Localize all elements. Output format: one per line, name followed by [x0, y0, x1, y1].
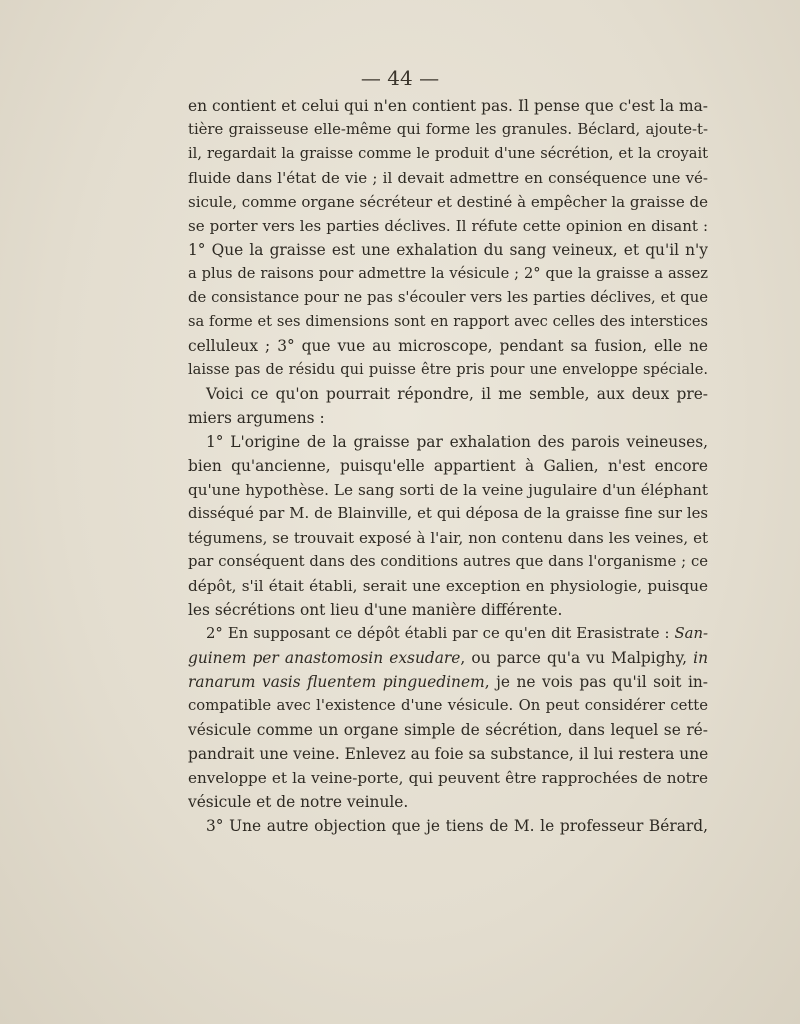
text-line: laisse pas de résidu qui puisse être pris pour une enveloppe spéciale. [188, 361, 708, 378]
text-line: disséqué par M. de Blainville, et qui déposa de la graisse fine sur les [188, 505, 708, 522]
text-line: sa forme et ses dimensions sont en rapport avec celles des interstices [188, 313, 708, 330]
body-text [188, 94, 708, 838]
text-line: 1° L'origine de la graisse par exhalation des parois veineuses, [206, 433, 708, 451]
text-line: dépôt, s'il était établi, serait une exception en physiologie, puisque [188, 577, 708, 595]
text-line: qu'une hypothèse. Le sang sorti de la veine jugulaire d'un éléphant [188, 481, 708, 499]
text-line: vésicule comme un organe simple de sécrétion, dans lequel se ré- [188, 721, 708, 739]
latin-quote: San- [674, 625, 708, 642]
text-line [188, 646, 708, 670]
text-line: fluide dans l'état de vie ; il devait admettre en conséquence une vé- [188, 169, 708, 187]
text-span: 2° En supposant ce dépôt établi par ce qu'en dit Erasistrate : [206, 625, 675, 642]
text-line: il, regardait la graisse comme le produit d'une sécrétion, et la croyait [188, 145, 708, 162]
page-number: — 44 — [360, 66, 440, 90]
text-line: 3° Une autre objection que je tiens de M. le professeur Bérard, [206, 817, 708, 835]
text-line: 1° Que la graisse est une exhalation du sang veineux, et qu'il n'y [188, 241, 708, 259]
text-line [188, 670, 708, 694]
text-line: sicule, comme organe sécréteur et destiné à empêcher la graisse de [188, 193, 708, 211]
text-line: celluleux ; 3° que vue au microscope, pendant sa fusion, elle ne [188, 337, 708, 355]
text-line: les sécrétions ont lieu d'une manière différente. [188, 601, 563, 619]
text-line: bien qu'ancienne, puisqu'elle appartient à Galien, n'est encore [188, 457, 708, 475]
text-line: tière graisseuse elle-même qui forme les granules. Béclard, ajoute-t- [188, 121, 708, 138]
text-line: Voici ce qu'on pourrait répondre, il me semble, aux deux pre- [206, 385, 708, 403]
text-span: , ou parce qu'a vu Malpighy, [460, 649, 694, 667]
text-line: miers argumens : [188, 409, 325, 427]
text-line: tégumens, se trouvait exposé à l'air, non contenu dans les veines, et [188, 529, 708, 547]
text-line [188, 622, 708, 646]
text-line: en contient et celui qui n'en contient pas. Il pense que c'est la ma- [188, 97, 708, 115]
text-line: enveloppe et la veine-porte, qui peuvent être rapprochées de notre [188, 769, 708, 787]
text-line: a plus de raisons pour admettre la vésicule ; 2° que la graisse a assez [188, 265, 708, 282]
latin-quote: guinem per anastomosin exsudare [188, 649, 461, 667]
text-line: par conséquent dans des conditions autres que dans l'organisme ; ce [188, 553, 708, 570]
text-line: de consistance pour ne pas s'écouler vers les parties déclives, et que [188, 289, 708, 306]
text-line: vésicule et de notre veinule. [188, 793, 409, 811]
text-line: pandrait une veine. Enlevez au foie sa substance, il lui restera une [188, 745, 708, 763]
text-span: , je ne vois pas qu'il soit in- [484, 673, 708, 691]
latin-quote: in [693, 649, 708, 667]
text-line: compatible avec l'existence d'une vésicule. On peut considérer cette [188, 697, 708, 714]
text-line: se porter vers les parties déclives. Il réfute cette opinion en disant : [188, 217, 708, 235]
latin-quote: ranarum vasis fluentem pinguedinem [188, 673, 485, 691]
